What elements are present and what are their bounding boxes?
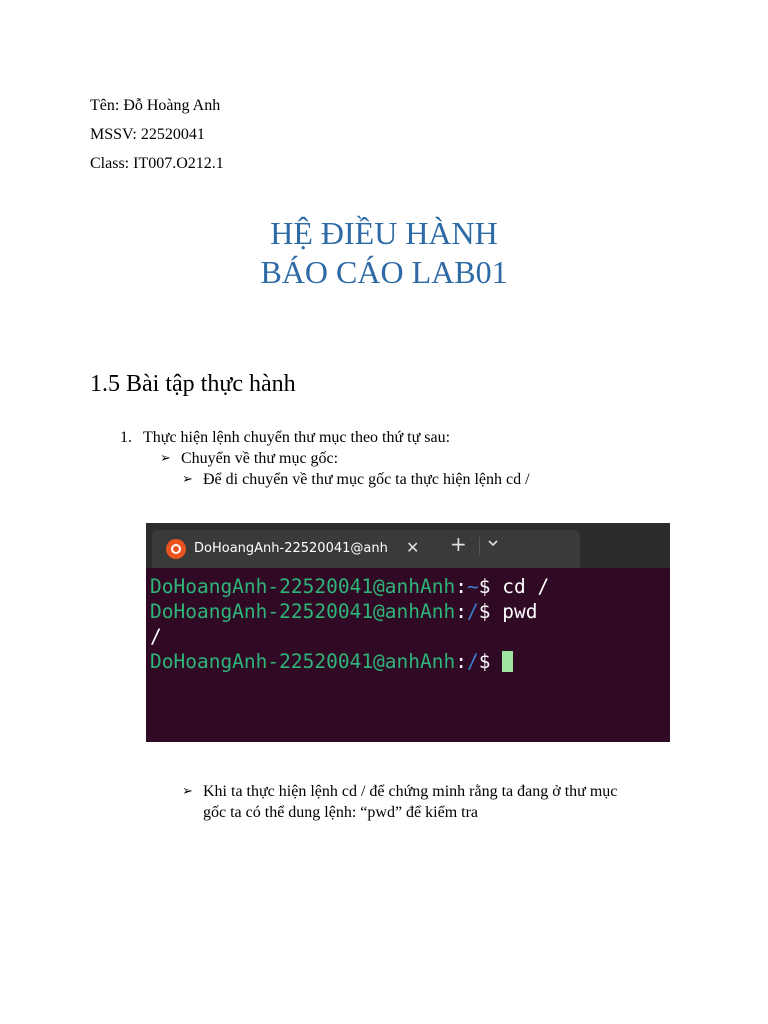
arrow-bullet-icon: ➢ xyxy=(182,784,193,799)
document-title-line2: BÁO CÁO LAB01 xyxy=(260,254,508,290)
chevron-down-icon[interactable] xyxy=(486,536,500,550)
terminal-path: / xyxy=(467,600,479,623)
terminal-colon: : xyxy=(455,575,467,598)
ubuntu-icon xyxy=(166,539,186,559)
note-text-line1: Khi ta thực hiện lệnh cd / để chứng minh rằng ta đang ở thư mục xyxy=(203,783,618,800)
terminal-path: / xyxy=(467,650,479,673)
terminal-tab[interactable] xyxy=(152,530,580,568)
terminal-titlebar xyxy=(146,523,670,568)
terminal-colon: : xyxy=(455,600,467,623)
terminal-output: / xyxy=(150,625,162,648)
student-name: Tên: Đỗ Hoàng Anh xyxy=(90,97,221,114)
terminal-cursor xyxy=(502,651,513,672)
student-id: MSSV: 22520041 xyxy=(90,126,205,143)
titlebar-divider xyxy=(479,537,480,555)
terminal-path: ~ xyxy=(467,575,479,598)
section-heading: 1.5 Bài tập thực hành xyxy=(90,371,296,397)
sub-sub-item-text: Để di chuyển về thư mục gốc ta thực hiện lệnh cd / xyxy=(203,471,530,488)
new-tab-icon[interactable]: + xyxy=(450,532,467,556)
document-title-line1: HỆ ĐIỀU HÀNH xyxy=(270,215,498,251)
student-class: Class: IT007.O212.1 xyxy=(90,155,224,172)
sub-item-text: Chuyển về thư mục gốc: xyxy=(181,450,339,467)
terminal-prompt: $ xyxy=(478,600,503,623)
list-item-text: Thực hiện lệnh chuyển thư mục theo thứ tự sau: xyxy=(143,429,451,446)
close-icon[interactable]: ✕ xyxy=(406,538,420,557)
terminal-screenshot xyxy=(146,523,670,742)
terminal-command: pwd xyxy=(502,600,538,623)
terminal-user-host: DoHoangAnh-22520041@anhAnh xyxy=(150,575,456,598)
terminal-prompt: $ xyxy=(478,575,503,598)
note-text-line2: gốc ta có thể dung lệnh: “pwd” để kiểm tra xyxy=(203,804,479,821)
terminal-command: cd / xyxy=(502,575,550,598)
terminal-tab-title: DoHoangAnh-22520041@anh xyxy=(194,541,388,556)
terminal-line xyxy=(150,649,513,674)
list-item-number: 1. xyxy=(120,429,132,446)
terminal-colon: : xyxy=(455,650,467,673)
arrow-bullet-icon: ➢ xyxy=(160,451,171,466)
terminal-user-host: DoHoangAnh-22520041@anhAnh xyxy=(150,600,456,623)
arrow-bullet-icon: ➢ xyxy=(182,472,193,487)
terminal-line xyxy=(150,574,549,599)
terminal-line xyxy=(150,599,537,624)
terminal-user-host: DoHoangAnh-22520041@anhAnh xyxy=(150,650,456,673)
terminal-prompt: $ xyxy=(478,650,503,673)
